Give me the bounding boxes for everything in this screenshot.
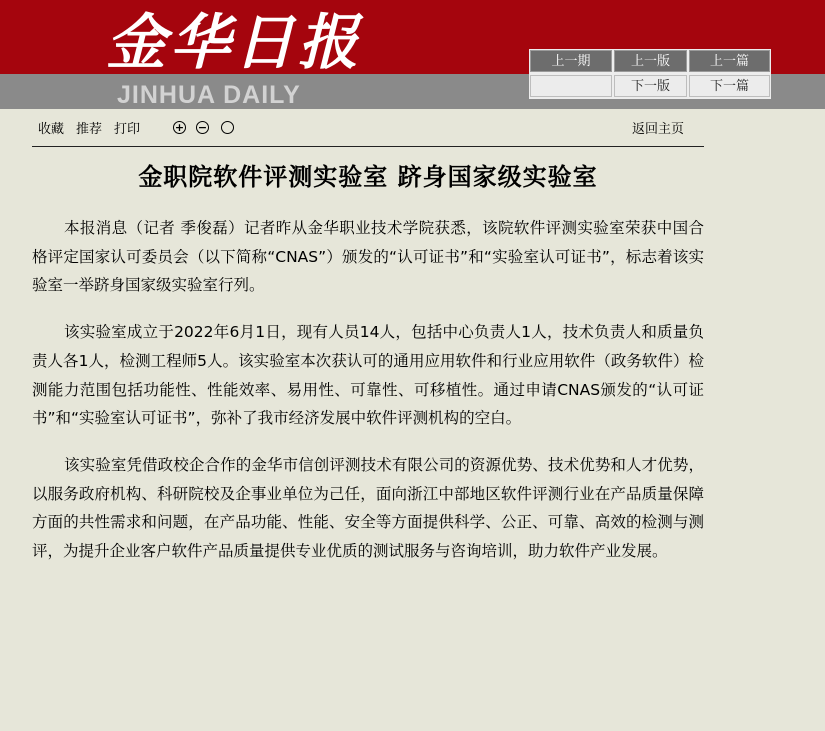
prev-article-button[interactable]: 上一篇: [689, 50, 770, 72]
recommend-link[interactable]: 推荐: [76, 122, 103, 137]
print-link[interactable]: 打印: [114, 122, 141, 137]
article-toolbar: [32, 118, 704, 147]
article-title: 金职院软件评测实验室 跻身国家级实验室: [138, 163, 598, 191]
article-paragraph: 该实验室凭借政校企合作的金华市信创评测技术有限公司的资源优势、技术优势和人才优势，以服务政府机构、科研院校及企事业单位为己任，面向浙江中部地区软件评测行业在产品质量保障方面的共性需求和问题，在产品功能、性能、安全等方面提供科学、公正、可靠、高效的检测与测评，为提升企业客户软件产品质量提供专业优质的测试服务与咨询培训，助力软件产业发展。: [32, 455, 704, 561]
prev-issue-button[interactable]: 上一期: [530, 50, 612, 72]
issue-navigation: [529, 49, 771, 99]
article-paragraph: 该实验室成立于2022年6月1日，现有人员14人，包括中心负责人1人，技术负责人和质量负责人各1人，检测工程师5人。该实验室本次获认可的通用应用软件和行业应用软件（政务软件）检测能力范围包括功能性、性能效率、易用性、可靠性、可移植性。通过申请CNAS颁发的“认可证书”和“实验室认可证书”，弥补了我市经济发展中软件评测机构的空白。: [32, 323, 704, 428]
favorite-link[interactable]: 收藏: [38, 122, 65, 137]
zoom-out-icon[interactable]: −: [197, 121, 208, 134]
nav-empty-slot: [530, 75, 612, 97]
article-paragraph: 本报消息（记者 季俊磊）记者昨从金华职业技术学院获悉，该院软件评测实验室荣获中国合格评定国家认可委员会（以下简称“CNAS”）颁发的“认可证书”和“实验室认可证书”，标志着该实验室一举跻身国家级实验室行列。: [32, 219, 704, 295]
zoom-reset-icon[interactable]: [221, 121, 234, 134]
home-link[interactable]: 返回主页: [632, 122, 685, 137]
zoom-in-icon[interactable]: +: [174, 121, 185, 134]
article-body: [32, 214, 704, 584]
prev-page-button[interactable]: 上一版: [614, 50, 687, 72]
next-article-button[interactable]: 下一篇: [689, 75, 770, 97]
newspaper-logo-chinese[interactable]: 金华日报: [106, 8, 362, 78]
masthead: [0, 0, 825, 109]
newspaper-logo-english: JINHUA DAILY: [117, 81, 301, 109]
next-page-button[interactable]: 下一版: [614, 75, 687, 97]
